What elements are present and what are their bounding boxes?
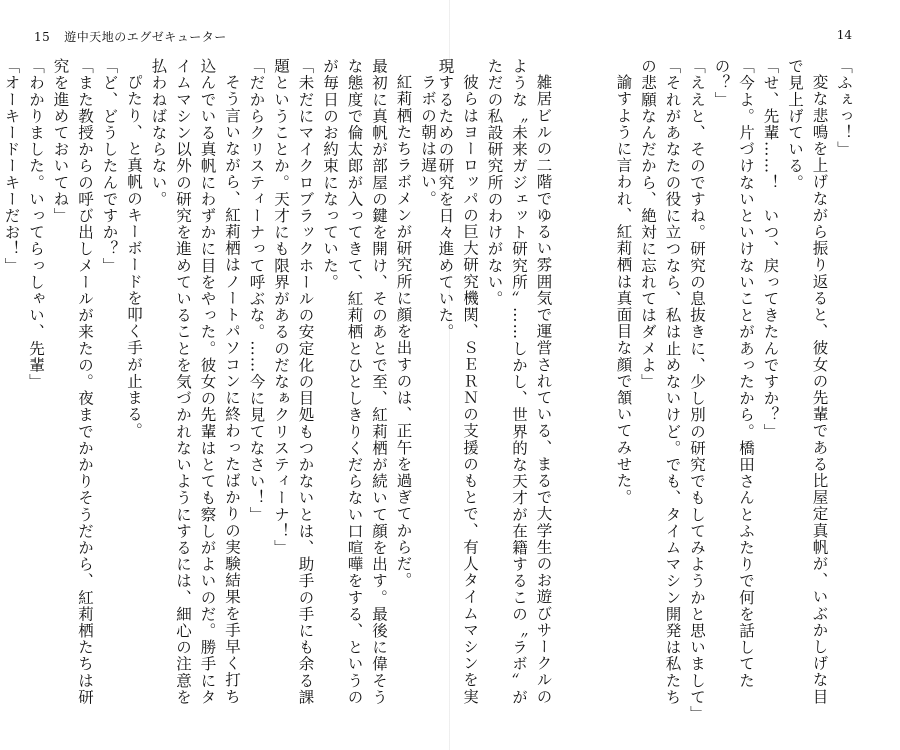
paragraph: 「オーキードーキーだお！」 (2, 58, 21, 274)
right-page-body (436, 58, 856, 722)
paragraph: そう言いながら、紅莉栖はノートパソコンに終わったばかりの実験結果を手早く打ち込んでいる真帆にわずかに目をやった。彼女の先輩はとても察しがよいのだ。勝手にタイムマシン以外の研究を進めていることを気づかれないようにするには、細心の注意を払わねばならない。 (149, 58, 241, 706)
paragraph: 彼らはヨーロッパの巨大研究機関、ＳＥＲＮの支援のもとで、有人タイムマシンを実現するための研究を日々進めていた。 (436, 58, 479, 705)
paragraph: 紅莉栖たちラボメンが研究所に顔を出すのは、正午を過ぎてからだ。 (394, 73, 413, 589)
paragraph: 「せ、先輩……！ いつ、戻ってきたんですか？」 (761, 58, 780, 440)
paragraph: ラボの朝は遅い。 (419, 73, 437, 207)
right-page-number: 14 (836, 28, 852, 42)
paragraph: ぴたり、と真帆のキーボードを叩く手が止まる。 (125, 73, 143, 439)
scene-break (571, 58, 596, 718)
paragraph: 「だからクリスティーナって呼ぶな。……今に見てなさい！」 (247, 58, 266, 523)
paragraph: 「ど、どうしたんですか？」 (100, 58, 119, 274)
paragraph: 「それがあなたの役に立つなら、私は止めないけど。でも、タイムマシン開発は私たちの悲願なんだから、絶対に忘れてはダメよ」 (639, 58, 682, 706)
paragraph: 変な悲鳴を上げながら振り返ると、彼女の先輩である比屋定真帆が、いぶかしげな目で見上げている。 (786, 58, 829, 705)
paragraph: 諭すように言われ、紅莉栖は真面目な顔で頷いてみせた。 (614, 73, 633, 506)
left-page-number: 15 (34, 30, 51, 44)
paragraph: 「ふぇっ！」 (835, 58, 853, 158)
left-page-header (34, 28, 227, 45)
paragraph: 「ええと、そのですね。研究の息抜きに、少し別の研究でもしてみようかと思いまして」 (688, 58, 706, 722)
paragraph: 雑居ビルの二階でゆるい雰囲気で運営されている、まるで大学生のお遊びサークルのような〝未来ガジェット研究所〟……しかし、世界的な天才が在籍するこの〝ラボ〟がただの私設研究所のわけがない。 (485, 58, 553, 706)
paragraph: 「未だにマイクロブラックホールの安定化の目処もつかないとは、助手の手にも余る課題ということか。天才にも限界があるのだなぁクリスティーナ！」 (272, 58, 315, 706)
left-page-body (2, 58, 440, 718)
paragraph: 最初に真帆が部屋の鍵を開け、そのあとで至、紅莉栖が続いて顔を出す。最後に偉そうな態度で倫太郎が入ってきて、紅莉栖とひとしきりくだらない口喧嘩をする、というのが毎日のお約束になっていた。 (321, 58, 388, 706)
paragraph: 「わかりました。いってらっしゃい、先輩」 (27, 58, 45, 390)
running-title: 遊中天地のエグゼキューター (64, 30, 227, 44)
paragraph: 「また教授からの呼び出しメールが来たの。夜までかかりそうだから、紅莉栖たちは研究を進めておいてね」 (51, 58, 94, 706)
paragraph: 「今よ。片づけないといけないことがあったから。橋田さんとふたりで何を話してたの？」 (712, 58, 755, 689)
right-page (436, 0, 900, 750)
